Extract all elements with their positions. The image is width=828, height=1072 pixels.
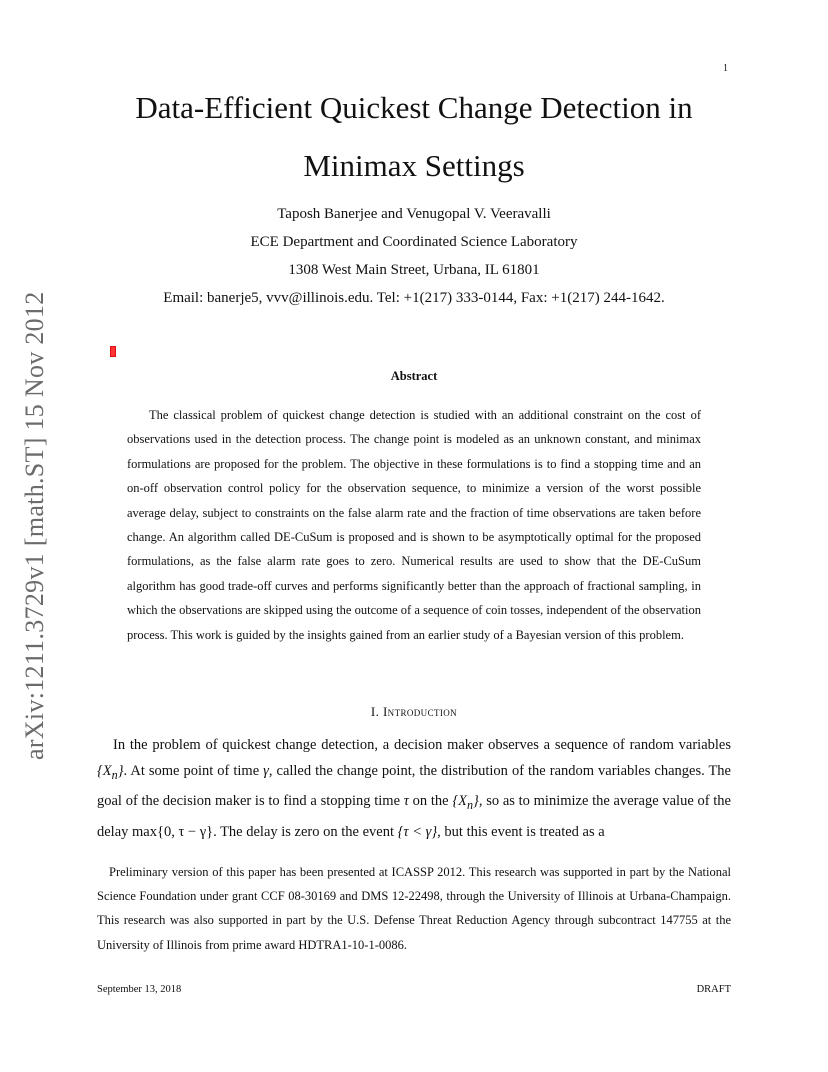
red-marker-icon [110,346,116,357]
footnote: Preliminary version of this paper has been presented at ICASSP 2012. This research was supported in part by the National Science Foundation under grant CCF 08-30169 and DMS 12-22498, through the University of Illinois at Urbana-Champaign. This research was also supported in part by the U.S. Defense Threat Reduction Agency through subcontract 147755 at the University of Illinois from prime award HDTRA1-10-1-0086. [97,865,731,952]
introduction-paragraph: In the problem of quickest change detection, a decision maker observes a sequence of random variables $\{X_n\}$. At some point of time γ, called the change point, the distribution of the random variables changes. The goal of the decision maker is to find a stopping time τ on the $\{X_n\}$, so as to minimize the average value of the delay max{0, τ − γ}. The delay is zero on the event {τ < γ}, but this event is treated as a [97,737,731,840]
arxiv-stamp: arXiv:1211.3729v1 [math.ST] 15 Nov 2012 [20,291,49,760]
footer-draft-label: DRAFT [696,984,731,995]
contact-info: Email: banerje5, vvv@illinois.edu. Tel: +1(217) 333-0144, Fax: +1(217) 244-1642. [163,290,665,306]
math-tau: τ [403,793,409,810]
authors: Taposh Banerjee and Venugopal V. Veeravalli [277,206,551,222]
address: 1308 West Main Street, Urbana, IL 61801 [288,262,540,278]
page-number: 1 [723,63,728,74]
affiliation: ECE Department and Coordinated Science Laboratory [250,234,578,250]
math-xn: $\{X_n\}$ [97,763,124,783]
paper-title-line-1: Data-Efficient Quickest Change Detection in [135,90,693,125]
math-delay: max{0, τ − γ} [132,823,214,840]
footer-date: September 13, 2018 [97,984,182,995]
section-heading-introduction: I. Introduction [370,704,458,719]
math-xn-2: $\{X_n\}$ [452,793,479,813]
abstract-text: The classical problem of quickest change detection is studied with an additional constraint on the cost of observations used in the detection process. The change point is modeled as an unknown constant, and minimax formulations are proposed for the problem. The objective in these formulations is to find a stopping time and an on-off observation control policy for the observation sequence, to minimize a version of the worst possible average delay, subject to constraints on the false alarm rate and the fraction of time observations are taken before change. An algorithm called DE-CuSum is proposed and is shown to be asymptotically optimal for the proposed formulations, as the false alarm rate goes to zero. Numerical results are used to show that the DE-CuSum algorithm has good trade-off curves and performs significantly better than the approach of fractional sampling, in which the observations are skipped using the outcome of a sequence of coin tosses, independent of the observation process. This work is guided by the insights gained from an earlier study of a Bayesian version of this problem. [127,408,701,642]
math-event: {τ < γ} [397,823,438,840]
abstract-heading: Abstract [390,369,438,383]
math-gamma: γ [263,763,269,780]
paper-title-line-2: Minimax Settings [303,148,525,183]
